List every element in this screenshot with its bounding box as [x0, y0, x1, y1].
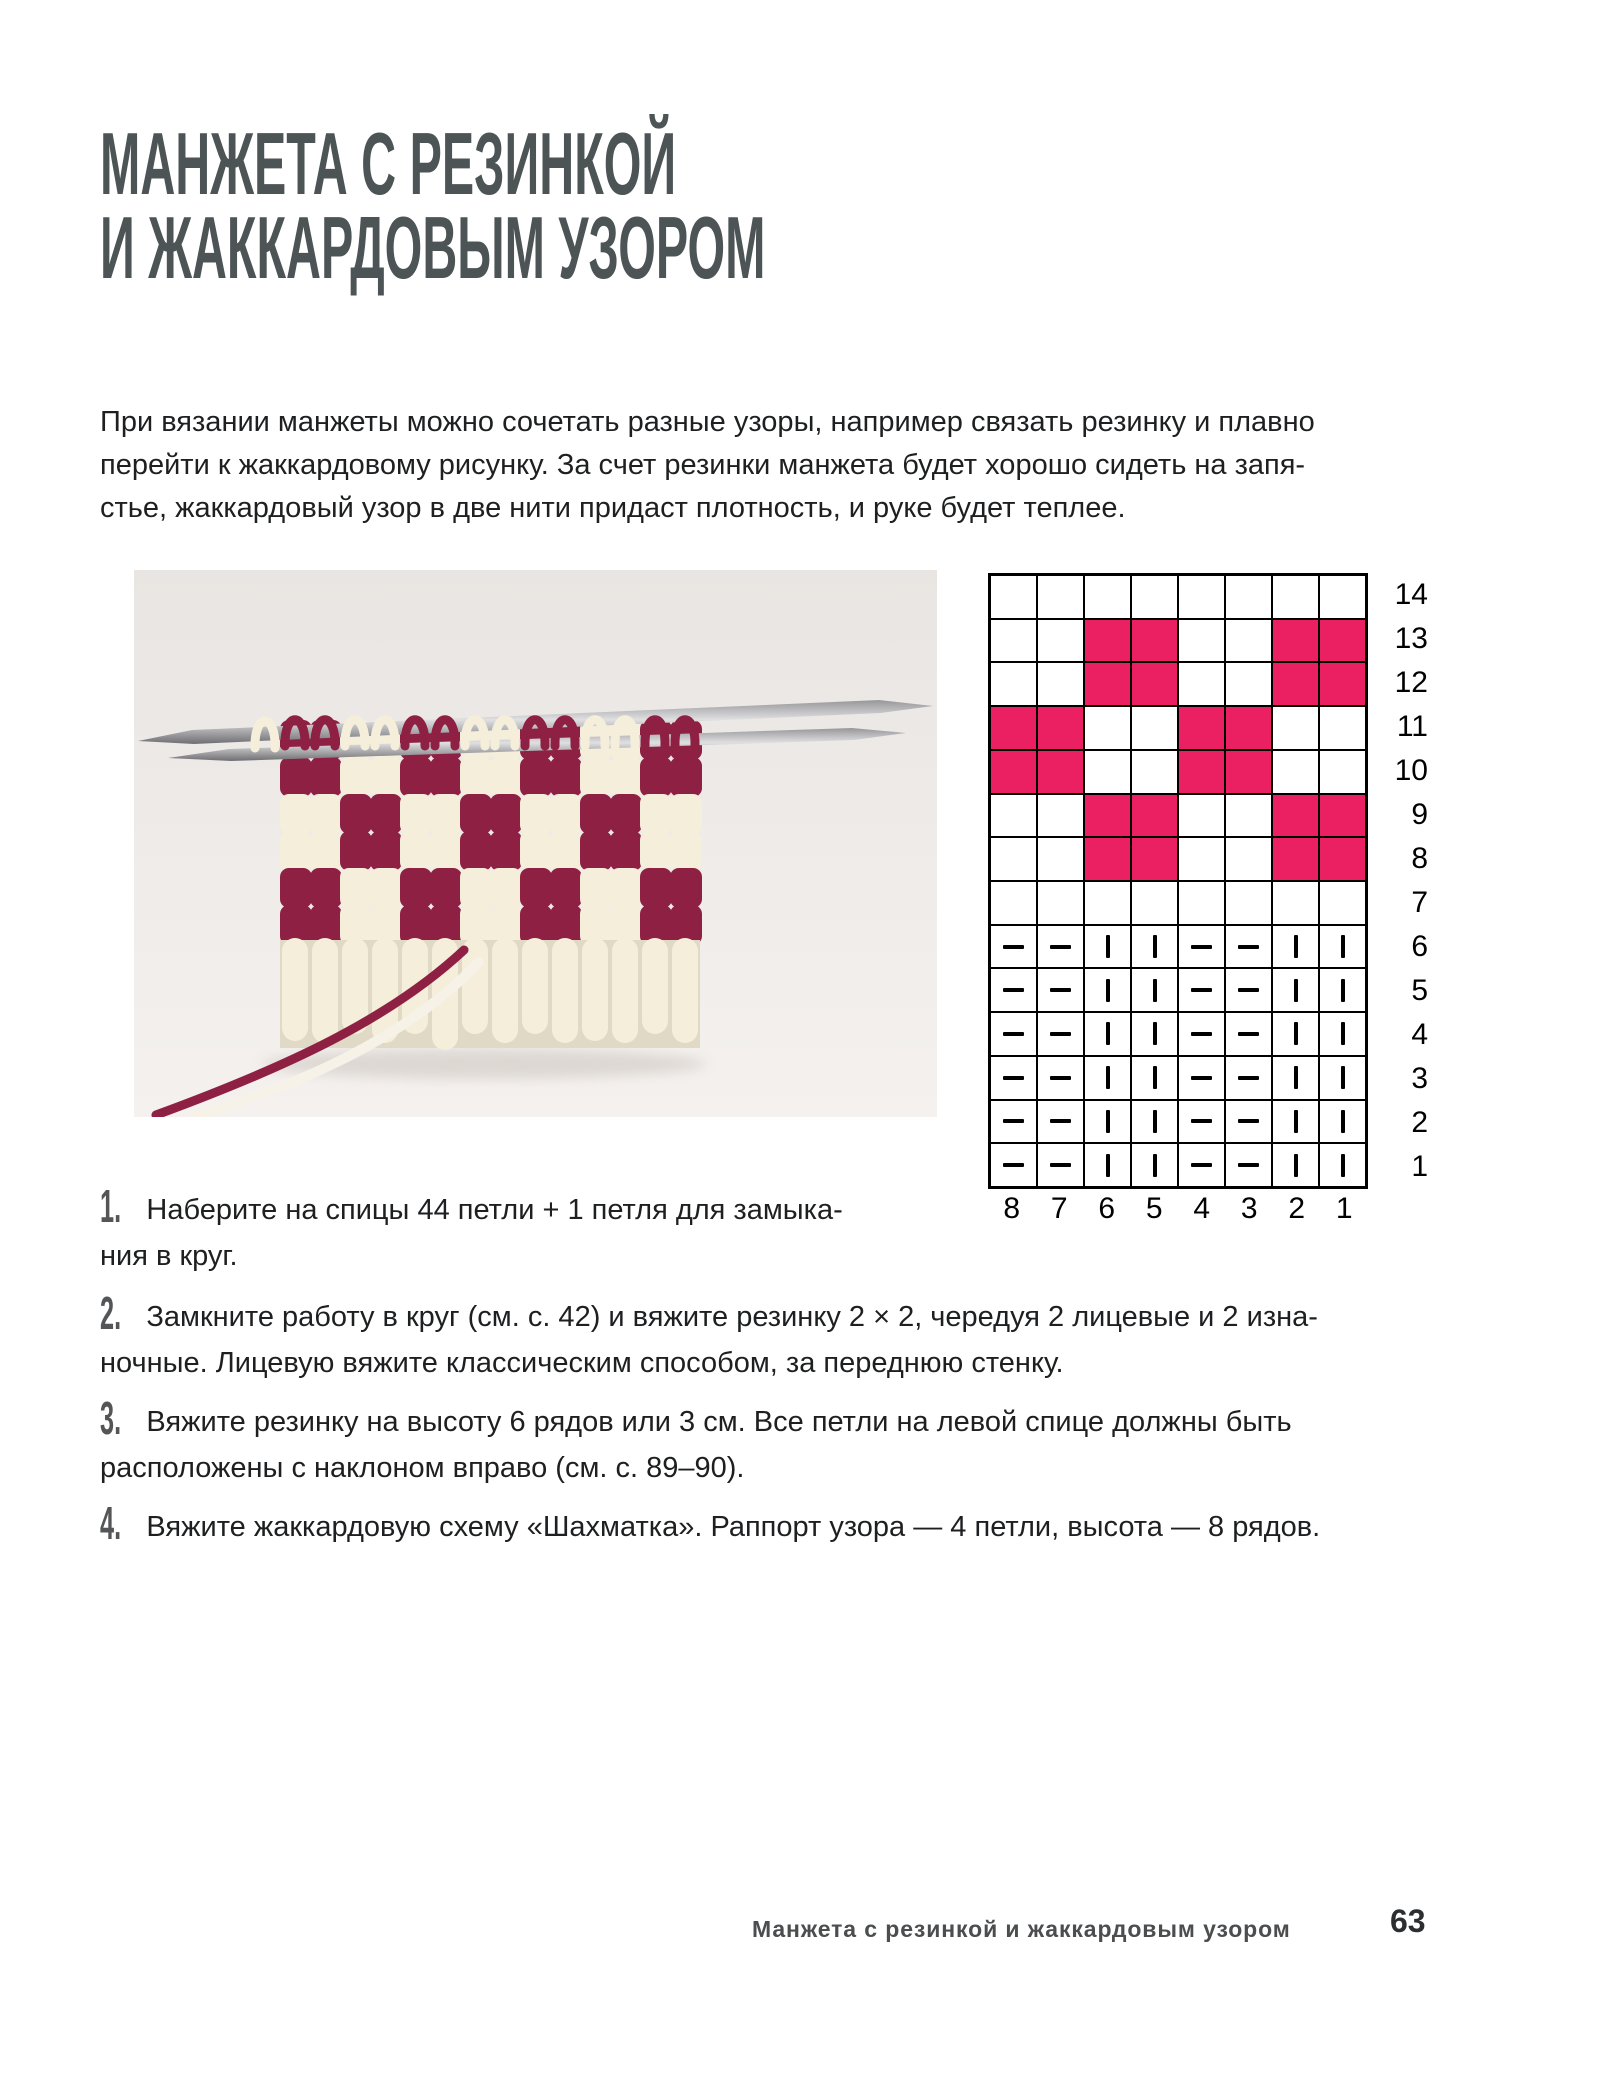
chart-cell	[1131, 794, 1178, 838]
chart-cell	[1225, 925, 1272, 969]
jacquard-stitch	[640, 868, 672, 908]
chart-cell	[1084, 1056, 1131, 1100]
chart-cell	[1225, 1143, 1272, 1187]
jacquard-stitch	[550, 794, 582, 834]
chart-cell	[1319, 968, 1366, 1012]
purl-dash-symbol	[1050, 945, 1071, 949]
instruction-step	[100, 1180, 843, 1279]
chart-row-label: 9	[1411, 798, 1428, 831]
chart-cell	[1084, 662, 1131, 706]
purl-dash-symbol	[1050, 1119, 1071, 1123]
chart-cell	[990, 837, 1037, 881]
purl-dash-symbol	[1003, 988, 1024, 992]
knit-bar-symbol	[1294, 979, 1298, 1002]
jacquard-stitch	[280, 868, 312, 908]
chart-cell	[1272, 837, 1319, 881]
chart-cell	[1272, 1012, 1319, 1056]
chart-cell	[990, 925, 1037, 969]
chart-cell	[1225, 575, 1272, 619]
chart-row-label: 6	[1411, 930, 1428, 963]
chart-cell	[1178, 968, 1225, 1012]
purl-dash-symbol	[1050, 1163, 1071, 1167]
chart-cell	[1272, 1056, 1319, 1100]
chart-cell	[1084, 968, 1131, 1012]
jacquard-stitch	[610, 868, 642, 908]
chart-cell	[1084, 1012, 1131, 1056]
chart-cell	[1225, 619, 1272, 663]
knit-bar-symbol	[1294, 1110, 1298, 1133]
page-title-line-1: МАНЖЕТА С РЕЗИНКОЙ	[100, 114, 677, 213]
chart-cell	[1272, 794, 1319, 838]
jacquard-stitch	[610, 794, 642, 834]
step-text-line: ния в круг.	[100, 1240, 238, 1272]
chart-cell	[1225, 1012, 1272, 1056]
jacquard-stitch	[340, 794, 372, 834]
step-text-line: 3. Вяжите резинку на высоту 6 рядов или 3 см. Все петли на левой спице должны быть	[100, 1392, 1292, 1444]
jacquard-stitch	[580, 794, 612, 834]
chart-cell	[1037, 881, 1084, 925]
chart-cell	[1178, 1056, 1225, 1100]
chart-column-label: 6	[1098, 1192, 1116, 1225]
jacquard-stitch	[520, 794, 552, 834]
purl-dash-symbol	[1050, 988, 1071, 992]
chart-cell	[1319, 925, 1366, 969]
knit-bar-symbol	[1341, 979, 1345, 1002]
jacquard-stitch	[310, 831, 342, 871]
chart-cell	[1225, 881, 1272, 925]
chart-cell	[1131, 662, 1178, 706]
chart-cell	[1272, 575, 1319, 619]
chart-cell	[1037, 1100, 1084, 1144]
jacquard-stitch	[490, 794, 522, 834]
jacquard-stitch	[430, 831, 462, 871]
purl-dash-symbol	[1191, 1163, 1212, 1167]
chart-cell	[1178, 1143, 1225, 1187]
jacquard-stitch	[640, 794, 672, 834]
jacquard-stitch	[640, 757, 672, 797]
chart-row-label: 10	[1394, 754, 1428, 787]
jacquard-stitch	[370, 757, 402, 797]
step-number: 3.	[100, 1392, 122, 1444]
purl-dash-symbol	[1238, 1119, 1259, 1123]
intro-line: При вязании манжеты можно сочетать разные узоры, например связать резинку и плавно	[100, 406, 1315, 438]
instruction-step	[100, 1392, 1292, 1491]
jacquard-stitch	[490, 868, 522, 908]
chart-cell	[1225, 750, 1272, 794]
chart-cell	[1131, 706, 1178, 750]
step-text-line: ночные. Лицевую вяжите классическим способом, за переднюю стенку.	[100, 1347, 1064, 1379]
chart-cell	[1319, 1100, 1366, 1144]
chart-cell	[1225, 794, 1272, 838]
jacquard-stitch	[370, 794, 402, 834]
chart-cell	[1084, 837, 1131, 881]
intro-line: перейти к жаккардовому рисунку. За счет резинки манжета будет хорошо сидеть на запя-	[100, 449, 1306, 481]
chart-cell	[1037, 619, 1084, 663]
chart-cell	[1319, 619, 1366, 663]
knit-bar-symbol	[1341, 935, 1345, 958]
chart-row-label: 7	[1411, 886, 1428, 919]
chart-cell	[990, 1100, 1037, 1144]
chart-cell	[1272, 968, 1319, 1012]
purl-dash-symbol	[1050, 1032, 1071, 1036]
chart-cell	[990, 1143, 1037, 1187]
jacquard-stitch	[280, 794, 312, 834]
chart-row-label: 13	[1394, 622, 1428, 655]
chart-cell	[1272, 750, 1319, 794]
jacquard-stitch	[400, 831, 432, 871]
chart-cell	[990, 1056, 1037, 1100]
jacquard-stitch	[670, 757, 702, 797]
purl-dash-symbol	[1191, 1119, 1212, 1123]
chart-cell	[990, 750, 1037, 794]
step-text-line: 4. Вяжите жаккардовую схему «Шахматка». Раппорт узора — 4 петли, высота — 8 рядов.	[100, 1497, 1321, 1549]
chart-cell	[1084, 1100, 1131, 1144]
instruction-step	[100, 1497, 1321, 1550]
step-number: 1.	[100, 1180, 122, 1232]
chart-cell	[1272, 881, 1319, 925]
chart-cell	[1084, 750, 1131, 794]
chart-cell	[1225, 706, 1272, 750]
chart-cell	[1272, 706, 1319, 750]
jacquard-stitch	[430, 794, 462, 834]
chart-cell	[1037, 1056, 1084, 1100]
chart-cell	[990, 968, 1037, 1012]
chart-row-label: 4	[1411, 1018, 1428, 1051]
knit-bar-symbol	[1294, 1066, 1298, 1089]
chart-column-label: 7	[1050, 1192, 1068, 1225]
chart-cell	[1037, 1143, 1084, 1187]
rib-stitch-column	[492, 938, 518, 1043]
chart-cell	[1225, 968, 1272, 1012]
chart-row-label: 14	[1394, 578, 1428, 611]
chart-cell	[1178, 837, 1225, 881]
chart-cell	[1131, 1143, 1178, 1187]
jacquard-stitch	[670, 868, 702, 908]
jacquard-stitch	[580, 831, 612, 871]
knit-bar-symbol	[1341, 1110, 1345, 1133]
purl-dash-symbol	[1003, 1119, 1024, 1123]
chart-cell	[1131, 1100, 1178, 1144]
chart-cell	[1131, 1012, 1178, 1056]
knit-bar-symbol	[1294, 935, 1298, 958]
chart-row-label: 11	[1396, 710, 1428, 743]
chart-cell	[1037, 1012, 1084, 1056]
jacquard-stitch	[670, 794, 702, 834]
chart-cell	[1178, 881, 1225, 925]
jacquard-stitch	[400, 794, 432, 834]
jacquard-stitch	[340, 757, 372, 797]
chart-cell	[1225, 662, 1272, 706]
chart-cell	[1084, 619, 1131, 663]
jacquard-stitch	[550, 757, 582, 797]
chart-cell	[990, 575, 1037, 619]
knit-bar-symbol	[1106, 979, 1110, 1002]
chart-cell	[1084, 881, 1131, 925]
purl-dash-symbol	[1191, 1032, 1212, 1036]
chart-cell	[1084, 575, 1131, 619]
footer-section-title: Манжета с резинкой и жаккардовым узором	[752, 1916, 1291, 1942]
chart-cell	[1131, 925, 1178, 969]
chart-cell	[1225, 1100, 1272, 1144]
rib-stitch-column	[312, 938, 338, 1043]
jacquard-stitch	[550, 831, 582, 871]
chart-cell	[1084, 925, 1131, 969]
jacquard-stitch	[460, 868, 492, 908]
instruction-step	[100, 1287, 1318, 1386]
chart-column-label: 4	[1193, 1192, 1211, 1225]
intro-line: стье, жаккардовый узор в две нити придаст плотность, и руке будет теплее.	[100, 492, 1126, 524]
chart-cell	[1037, 794, 1084, 838]
chart-row-labels	[1380, 573, 1428, 1189]
step-number: 2.	[100, 1287, 122, 1339]
knit-bar-symbol	[1106, 1154, 1110, 1177]
jacquard-stitch	[310, 868, 342, 908]
knit-bar-symbol	[1153, 1022, 1157, 1045]
knit-bar-symbol	[1106, 1110, 1110, 1133]
step-number: 4.	[100, 1497, 122, 1549]
knit-bar-symbol	[1341, 1154, 1345, 1177]
purl-dash-symbol	[1003, 945, 1024, 949]
jacquard-stitch	[280, 831, 312, 871]
chart-row-label: 12	[1394, 666, 1428, 699]
chart-cell	[990, 619, 1037, 663]
chart-cell	[1131, 968, 1178, 1012]
jacquard-stitch	[430, 868, 462, 908]
chart-column-label: 8	[1003, 1192, 1021, 1225]
chart-cell	[1131, 881, 1178, 925]
jacquard-stitch	[460, 831, 492, 871]
jacquard-stitch	[670, 831, 702, 871]
chart-cell	[1178, 575, 1225, 619]
jacquard-stitch	[460, 757, 492, 797]
chart-cell	[1319, 706, 1366, 750]
knit-bar-symbol	[1153, 935, 1157, 958]
rib-stitch-column	[642, 938, 668, 1034]
jacquard-stitch	[580, 757, 612, 797]
chart-cell	[1319, 837, 1366, 881]
chart-cell	[1037, 925, 1084, 969]
jacquard-stitch	[490, 831, 522, 871]
chart-cell	[1037, 750, 1084, 794]
chart-cell	[1272, 662, 1319, 706]
chart-column-labels	[988, 1192, 1368, 1226]
jacquard-stitch	[550, 868, 582, 908]
chart-cell	[990, 1012, 1037, 1056]
chart-cell	[990, 881, 1037, 925]
page-title	[100, 114, 766, 297]
chart-cell	[1272, 1100, 1319, 1144]
purl-dash-symbol	[1191, 945, 1212, 949]
jacquard-stitch	[640, 831, 672, 871]
chart-cell	[1272, 1143, 1319, 1187]
knit-bar-symbol	[1341, 1066, 1345, 1089]
chart-cell	[1178, 706, 1225, 750]
jacquard-stitch	[370, 868, 402, 908]
purl-dash-symbol	[1050, 1076, 1071, 1080]
chart-cell	[1272, 619, 1319, 663]
chart-cell	[1319, 794, 1366, 838]
jacquard-stitch	[310, 794, 342, 834]
chart-row-label: 3	[1411, 1062, 1428, 1095]
purl-dash-symbol	[1238, 1163, 1259, 1167]
chart-column-label: 3	[1240, 1192, 1258, 1225]
chart-cell	[990, 662, 1037, 706]
jacquard-stitch	[460, 794, 492, 834]
chart-cell	[1272, 925, 1319, 969]
chart-cell	[1131, 750, 1178, 794]
chart-cell	[1037, 837, 1084, 881]
knit-bar-symbol	[1106, 1066, 1110, 1089]
chart-cell	[1225, 1056, 1272, 1100]
chart-column-label: 1	[1335, 1192, 1353, 1225]
purl-dash-symbol	[1003, 1032, 1024, 1036]
chart-cell	[1178, 750, 1225, 794]
step-text-line: 1. Наберите на спицы 44 петли + 1 петля для замыка-	[100, 1180, 843, 1232]
jacquard-stitch	[580, 868, 612, 908]
rib-stitch-column	[522, 938, 548, 1034]
chart-cell	[1131, 1056, 1178, 1100]
chart-column-label: 5	[1145, 1192, 1163, 1225]
chart-cell	[1131, 619, 1178, 663]
page-number: 63	[1390, 1903, 1426, 1939]
rib-stitch-column	[582, 938, 608, 1041]
jacquard-stitch	[610, 757, 642, 797]
chart-cell	[1084, 1143, 1131, 1187]
jacquard-stitch	[520, 831, 552, 871]
knitted-fabric	[280, 720, 702, 1050]
jacquard-stitch	[400, 868, 432, 908]
intro-paragraph	[100, 401, 1315, 530]
jacquard-stitch	[310, 757, 342, 797]
jacquard-stitch	[490, 757, 522, 797]
jacquard-stitch	[340, 831, 372, 871]
knit-bar-symbol	[1153, 1110, 1157, 1133]
chart-row-label: 2	[1411, 1106, 1428, 1139]
chart-cell	[1319, 662, 1366, 706]
knit-bar-symbol	[1294, 1022, 1298, 1045]
purl-dash-symbol	[1191, 988, 1212, 992]
chart-cell	[1319, 575, 1366, 619]
chart-cell	[1225, 837, 1272, 881]
page-title-line-2: И ЖАККАРДОВЫМ УЗОРОМ	[100, 198, 766, 297]
knitting-chart	[988, 573, 1368, 1189]
chart-cell	[1037, 575, 1084, 619]
knit-bar-symbol	[1153, 979, 1157, 1002]
purl-dash-symbol	[1003, 1163, 1024, 1167]
chart-cell	[1037, 662, 1084, 706]
jacquard-stitch	[370, 831, 402, 871]
chart-cell	[1178, 925, 1225, 969]
purl-dash-symbol	[1238, 988, 1259, 992]
rib-stitch-column	[552, 938, 578, 1043]
chart-cell	[1319, 1012, 1366, 1056]
chart-cell	[1084, 706, 1131, 750]
knit-bar-symbol	[1106, 935, 1110, 958]
chart-cell	[1131, 837, 1178, 881]
jacquard-stitch	[280, 757, 312, 797]
rib-stitch-column	[282, 938, 308, 1041]
knit-bar-symbol	[1153, 1154, 1157, 1177]
chart-row-label: 5	[1411, 974, 1428, 1007]
step-text-line: расположены с наклоном вправо (см. с. 89–90).	[100, 1452, 745, 1484]
chart-cell	[1084, 794, 1131, 838]
purl-dash-symbol	[1238, 1032, 1259, 1036]
jacquard-stitch	[520, 757, 552, 797]
knitting-photo	[134, 570, 937, 1117]
chart-cell	[1178, 619, 1225, 663]
chart-cell	[1319, 750, 1366, 794]
chart-cell	[1037, 706, 1084, 750]
knit-bar-symbol	[1341, 1022, 1345, 1045]
jacquard-stitch	[430, 757, 462, 797]
chart-column-label: 2	[1288, 1192, 1306, 1225]
chart-cell	[1037, 968, 1084, 1012]
rib-stitch-column	[612, 938, 638, 1043]
jacquard-stitch	[520, 868, 552, 908]
jacquard-stitch	[610, 831, 642, 871]
purl-dash-symbol	[1238, 1076, 1259, 1080]
chart-cell	[1319, 1056, 1366, 1100]
purl-dash-symbol	[1191, 1076, 1212, 1080]
knit-bar-symbol	[1294, 1154, 1298, 1177]
chart-cell	[990, 794, 1037, 838]
knit-bar-symbol	[1106, 1022, 1110, 1045]
chart-cell	[1319, 1143, 1366, 1187]
jacquard-stitch	[400, 757, 432, 797]
step-text-line: 2. Замкните работу в круг (см. с. 42) и вяжите резинку 2 × 2, чередуя 2 лицевые и 2 изна-	[100, 1287, 1318, 1339]
purl-dash-symbol	[1003, 1076, 1024, 1080]
chart-cell	[1178, 662, 1225, 706]
purl-dash-symbol	[1238, 945, 1259, 949]
chart-cell	[1178, 1012, 1225, 1056]
chart-cell	[1178, 1100, 1225, 1144]
chart-cell	[990, 706, 1037, 750]
chart-cell	[1178, 794, 1225, 838]
jacquard-stitch	[340, 868, 372, 908]
knit-bar-symbol	[1153, 1066, 1157, 1089]
chart-cell	[1319, 881, 1366, 925]
chart-cell	[1131, 575, 1178, 619]
chart-row-label: 8	[1411, 842, 1428, 875]
chart-row-label: 1	[1411, 1150, 1428, 1183]
rib-stitch-column	[672, 938, 698, 1043]
